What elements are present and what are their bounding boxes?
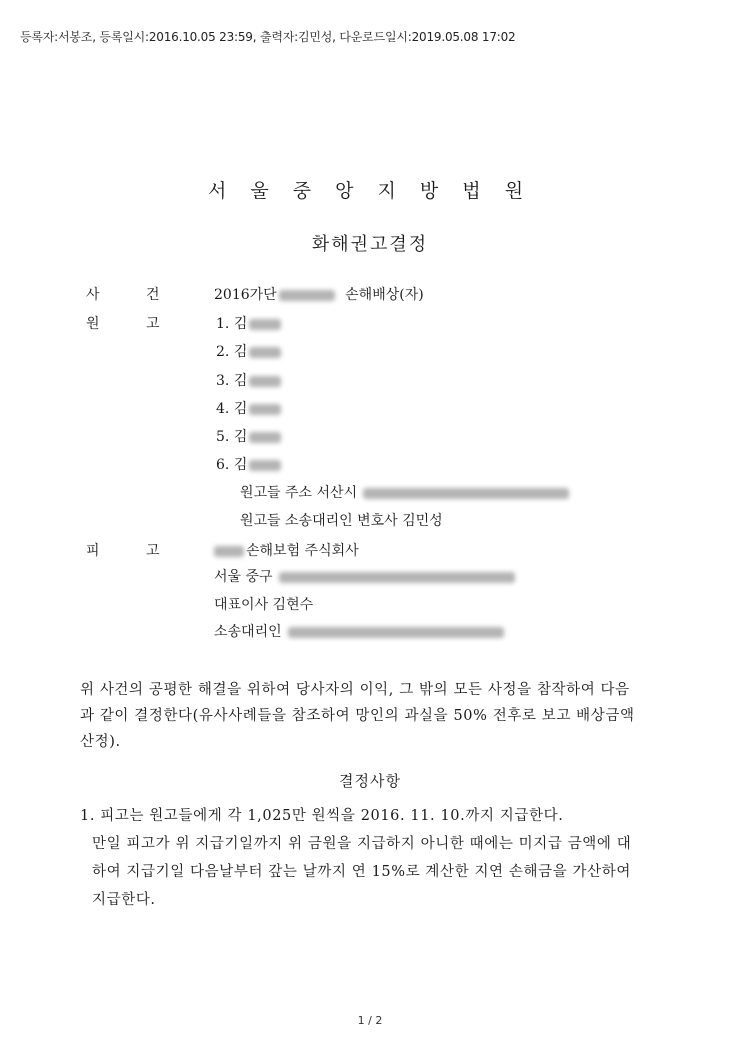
plaintiff-item [216,313,283,333]
plaintiff-item [216,341,283,361]
defendant-company [214,540,359,560]
redacted-address [363,488,569,499]
redacted-agent [288,627,504,638]
document-title: 화해권고결정 [311,234,429,255]
plaintiff-num: 3. [216,373,230,389]
redacted-name [249,319,281,330]
defendant-representative: 대표이사 김현수 [214,597,314,613]
plaintiff-num: 1. [216,316,230,332]
plaintiff-name: 김 [233,457,248,473]
plaintiff-num: 4. [216,401,230,417]
page-number: 1 / 2 [357,1014,383,1027]
defendant-agent [214,621,506,641]
plaintiff-label-2: 고 [146,316,160,332]
plaintiff-item [216,370,283,390]
defendant-label-1: 피 [86,543,100,559]
plaintiff-name: 김 [233,316,248,332]
decision-item-1-cont-3: 지급한다. [92,892,156,908]
case-name: 손해배상(자) [345,287,424,303]
defendant-company-name: 손해보험 주식회사 [246,543,359,559]
plaintiff-num: 5. [216,429,230,445]
plaintiff-num: 6. [216,457,230,473]
plaintiff-name: 김 [233,373,248,389]
decision-item-1-cont-2: 하여 지급기일 다음날부터 갚는 날까지 연 15%로 계산한 지연 손해금을 가산하여 [92,864,631,880]
redacted-name [249,376,281,387]
plaintiff-num: 2. [216,344,230,360]
redacted-name [249,432,281,443]
download-stamp: 등록자:서봉조, 등록일시:2016.10.05 23:59, 출력자:김민성, 다운로드일시:2019.05.08 17:02 [20,30,516,44]
plaintiffs-address-label: 원고들 주소 서산시 [240,485,358,501]
redacted-name [249,404,281,415]
plaintiff-name: 김 [233,344,248,360]
case-number-prefix: 2016가단 [214,287,277,303]
redacted-company-prefix [214,546,244,557]
plaintiff-item [216,454,283,474]
case-number [214,284,424,304]
body-line-3: 산정). [80,734,121,750]
decision-item-1: 1. 피고는 원고들에게 각 1,025만 원씩을 2016. 11. 10.까지 지급한다. [80,808,564,824]
plaintiffs-attorney: 원고들 소송대리인 변호사 김민성 [240,513,443,529]
defendant-label-2: 고 [146,543,160,559]
decision-item-1-cont-1: 만일 피고가 위 지급기일까지 위 금원을 지급하지 아니한 때에는 미지급 금액에 대 [92,836,632,852]
plaintiffs-address [240,482,571,502]
case-label-2: 건 [146,287,160,303]
case-label-1: 사 [86,287,100,303]
redacted-name [249,347,281,358]
redacted-case-number [279,290,335,301]
body-line-1: 위 사건의 공평한 해결을 위하여 당사자의 이익, 그 밖의 모든 사정을 참작하여 다음 [80,682,630,698]
defendant-address [214,566,517,586]
plaintiff-name: 김 [233,401,248,417]
defendant-address-label: 서울 중구 [214,569,273,585]
decision-heading: 결정사항 [339,772,401,790]
body-line-2: 과 같이 결정한다(유사사례들을 참조하여 망인의 과실을 50% 전후로 보고 배상금액 [80,708,635,724]
plaintiff-item [216,398,283,418]
redacted-address [279,572,515,583]
redacted-name [249,460,281,471]
plaintiff-label-1: 원 [86,316,100,332]
defendant-agent-label: 소송대리인 [214,624,282,640]
plaintiff-name: 김 [233,429,248,445]
plaintiff-item [216,426,283,446]
court-name: 서 울 중 앙 지 방 법 원 [207,180,533,202]
